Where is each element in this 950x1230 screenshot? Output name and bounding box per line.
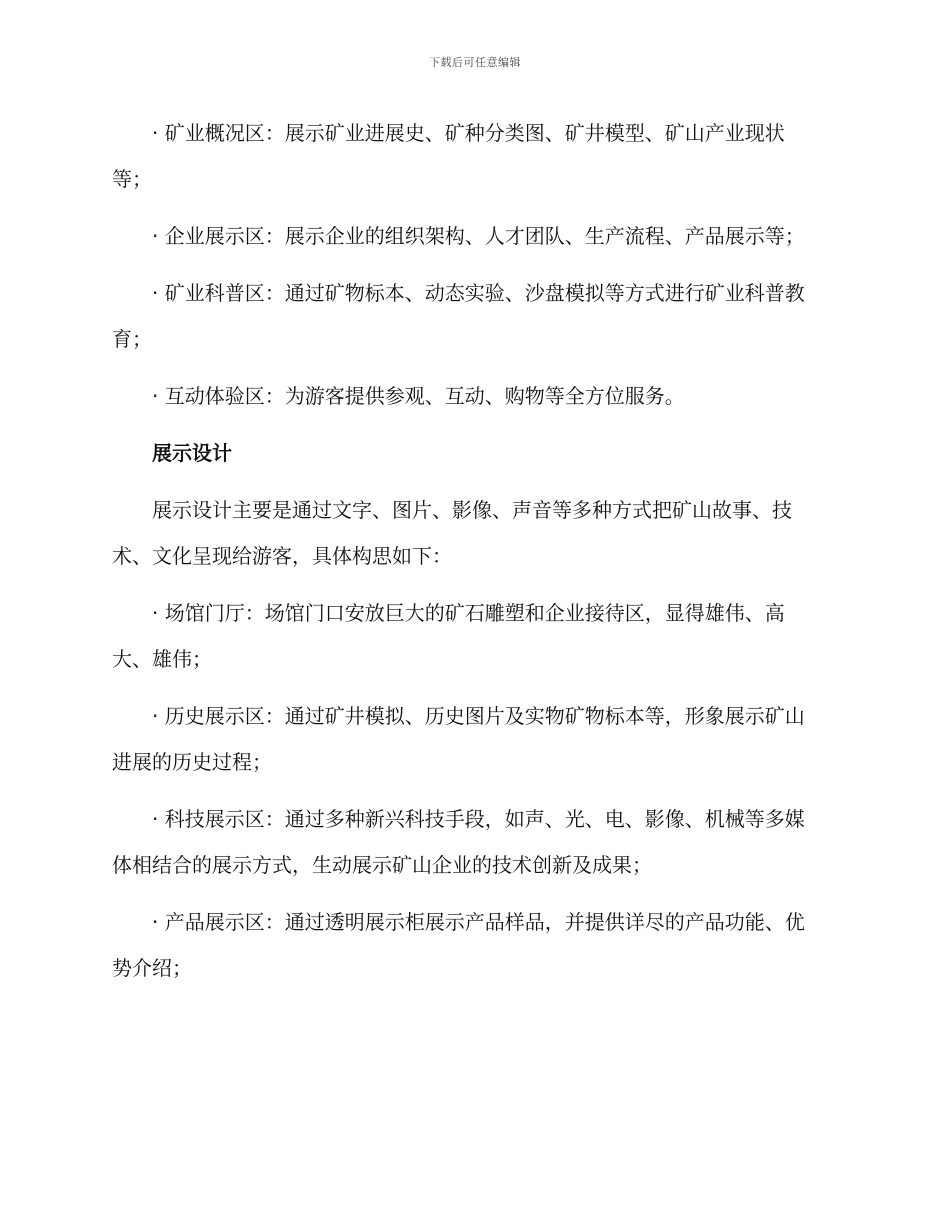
document-body [112, 110, 822, 1002]
section-heading: 展示设计 [152, 441, 232, 465]
design-item-technology: · 科技展示区：通过多种新兴科技手段，如声、光、电、影像、机械等多媒体相结合的展示方式，生动展示矿山企业的技术创新及成果； [112, 807, 805, 877]
zone-item-mining-science: · 矿业科普区：通过矿物标本、动态实验、沙盘模拟等方式进行矿业科普教育； [112, 281, 805, 351]
zone-item-enterprise-display: · 企业展示区：展示企业的组织架构、人才团队、生产流程、产品展示等； [152, 224, 805, 248]
header-note: 下载后可任意编辑 [429, 56, 521, 69]
zone-item-interactive-experience: · 互动体验区：为游客提供参观、互动、购物等全方位服务。 [152, 384, 685, 408]
design-item-products: · 产品展示区：通过透明展示柜展示产品样品，并提供详尽的产品功能、优势介绍； [112, 910, 805, 980]
zone-item-mining-overview: · 矿业概况区：展示矿业进展史、矿种分类图、矿井模型、矿山产业现状等； [112, 121, 785, 191]
design-item-lobby: · 场馆门厅：场馆门口安放巨大的矿石雕塑和企业接待区，显得雄伟、高大、雄伟； [112, 601, 785, 671]
section-intro: 展示设计主要是通过文字、图片、影像、声音等多种方式把矿山故事、技术、文化呈现给游客，具体构思如下： [112, 498, 792, 568]
design-item-history: · 历史展示区：通过矿井模拟、历史图片及实物矿物标本等，形象展示矿山进展的历史过程； [112, 704, 805, 774]
